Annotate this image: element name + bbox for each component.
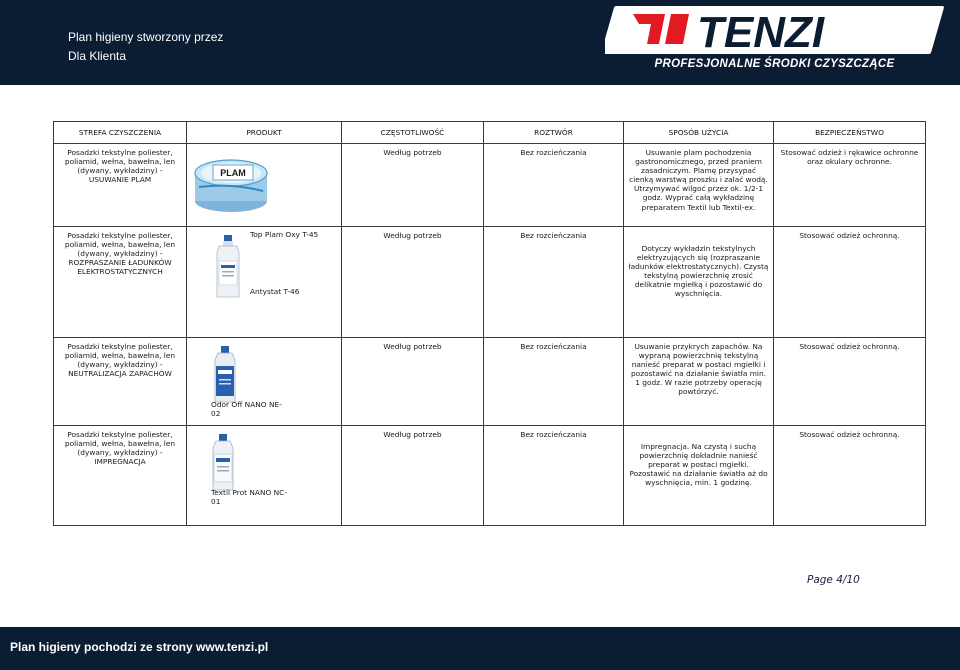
- col-header-safety: BEZPIECZEŃSTWO: [774, 122, 926, 144]
- table-row: [54, 426, 926, 526]
- zone-cell: Posadzki tekstylne poliester, poliamid, wełna, bawełna, len (dywany, wykładziny) - USUWANIE PLAM: [54, 144, 187, 227]
- tenzi-logo: [605, 4, 950, 56]
- col-header-solution: ROZTWÓR: [484, 122, 624, 144]
- product-cell: [187, 227, 342, 338]
- footer-band: [0, 627, 960, 670]
- solution-cell: Bez rozcieńczania: [484, 338, 624, 426]
- header-band: [0, 0, 960, 85]
- svg-text:PLAM: PLAM: [220, 168, 246, 178]
- frequency-cell: Według potrzeb: [342, 144, 484, 227]
- solution-cell: Bez rozcieńczania: [484, 426, 624, 526]
- safety-cell: Stosować odzież ochronną.: [774, 338, 926, 426]
- col-header-usage: SPOSÓB UŻYCIA: [624, 122, 774, 144]
- table-header-row: [54, 122, 926, 144]
- product-name: Antystat T-46: [250, 287, 300, 296]
- usage-cell: Usuwanie plam pochodzenia gastronomicznego, przed praniem zasadniczym. Plamę przysypać cienką warstwą proszku i zalać wodą. Utrzymywać wilgoć przez ok. 1/2-1 godz. Wyprać całą wykładzinę preparatem Textil lub Textil-ex.: [624, 144, 774, 227]
- usage-cell: Usuwanie przykrych zapachów. Na wypraną powierzchnię tekstylną nanieść preparat w postaci mgiełki i pozostawić na działanie światła min. 1 godz. W razie potrzeby operację powtórzyć.: [624, 338, 774, 426]
- hygiene-plan-table: [53, 121, 926, 526]
- frequency-cell: Według potrzeb: [342, 426, 484, 526]
- table-row: [54, 227, 926, 338]
- col-header-frequency: CZĘSTOTLIWOŚĆ: [342, 122, 484, 144]
- zone-cell: Posadzki tekstylne poliester, poliamid, wełna, bawełna, len (dywany, wykładziny) - IMPREGNACJA: [54, 426, 187, 526]
- product-tub-image: [191, 153, 271, 215]
- product-name: Textil Prot NANO NC-01: [211, 488, 288, 507]
- product-name: Odor Off NANO NE-02: [211, 400, 282, 419]
- solution-cell: Bez rozcieńczania: [484, 227, 624, 338]
- header-line-1: Plan higieny stworzony przez: [68, 30, 224, 44]
- safety-cell: Stosować odzież ochronną.: [774, 227, 926, 338]
- product-bottle-image: [213, 235, 243, 299]
- solution-cell: Bez rozcieńczania: [484, 144, 624, 227]
- product-name: Top Plam Oxy T-45: [250, 230, 319, 239]
- product-cell: [187, 338, 342, 426]
- safety-cell: Stosować odzież ochronną.: [774, 426, 926, 526]
- logo-word: TENZI: [697, 8, 825, 56]
- col-header-zone: STREFA CZYSZCZENIA: [54, 122, 187, 144]
- zone-cell: Posadzki tekstylne poliester, poliamid, wełna, bawełna, len (dywany, wykładziny) - ROZPRASZANIE ŁADUNKÓW ELEKTROSTATYCZNYCH: [54, 227, 187, 338]
- col-header-product: PRODUKT: [187, 122, 342, 144]
- product-bottle-image: [211, 346, 239, 404]
- frequency-cell: Według potrzeb: [342, 227, 484, 338]
- safety-cell: Stosować odzież i rękawice ochronne oraz okulary ochronne.: [774, 144, 926, 227]
- header-text: [68, 28, 223, 66]
- logo-subtitle: PROFESJONALNE ŚRODKI CZYSZCZĄCE: [654, 58, 895, 70]
- product-cell: [187, 144, 342, 239]
- product-bottle-image: [209, 434, 237, 492]
- product-cell: [187, 426, 342, 526]
- footer-text: Plan higieny pochodzi ze strony www.tenzi.pl: [10, 640, 269, 654]
- zone-cell: Posadzki tekstylne poliester, poliamid, wełna, bawełna, len (dywany, wykładziny) - NEUTRALIZACJA ZAPACHÓW: [54, 338, 187, 426]
- header-line-2: Dla Klienta: [68, 49, 127, 63]
- usage-cell: Dotyczy wykładzin tekstylnych elektryzujących się (rozpraszanie ładunków elektrostatycznych). Czystą tekstylną powierzchnię zrosić delikatnie mgiełką i pozostawić do wyschnięcia.: [624, 227, 774, 338]
- usage-cell: Impregnacja. Na czystą i suchą powierzchnię dokładnie nanieść preparat w postaci mgiełki. Pozostawić na działanie światła aż do wyschnięcia, min. 1 godzinę.: [624, 426, 774, 526]
- table-row: [54, 144, 926, 227]
- frequency-cell: Według potrzeb: [342, 338, 484, 426]
- table-row: [54, 338, 926, 426]
- page-number: Page 4/10: [807, 574, 860, 586]
